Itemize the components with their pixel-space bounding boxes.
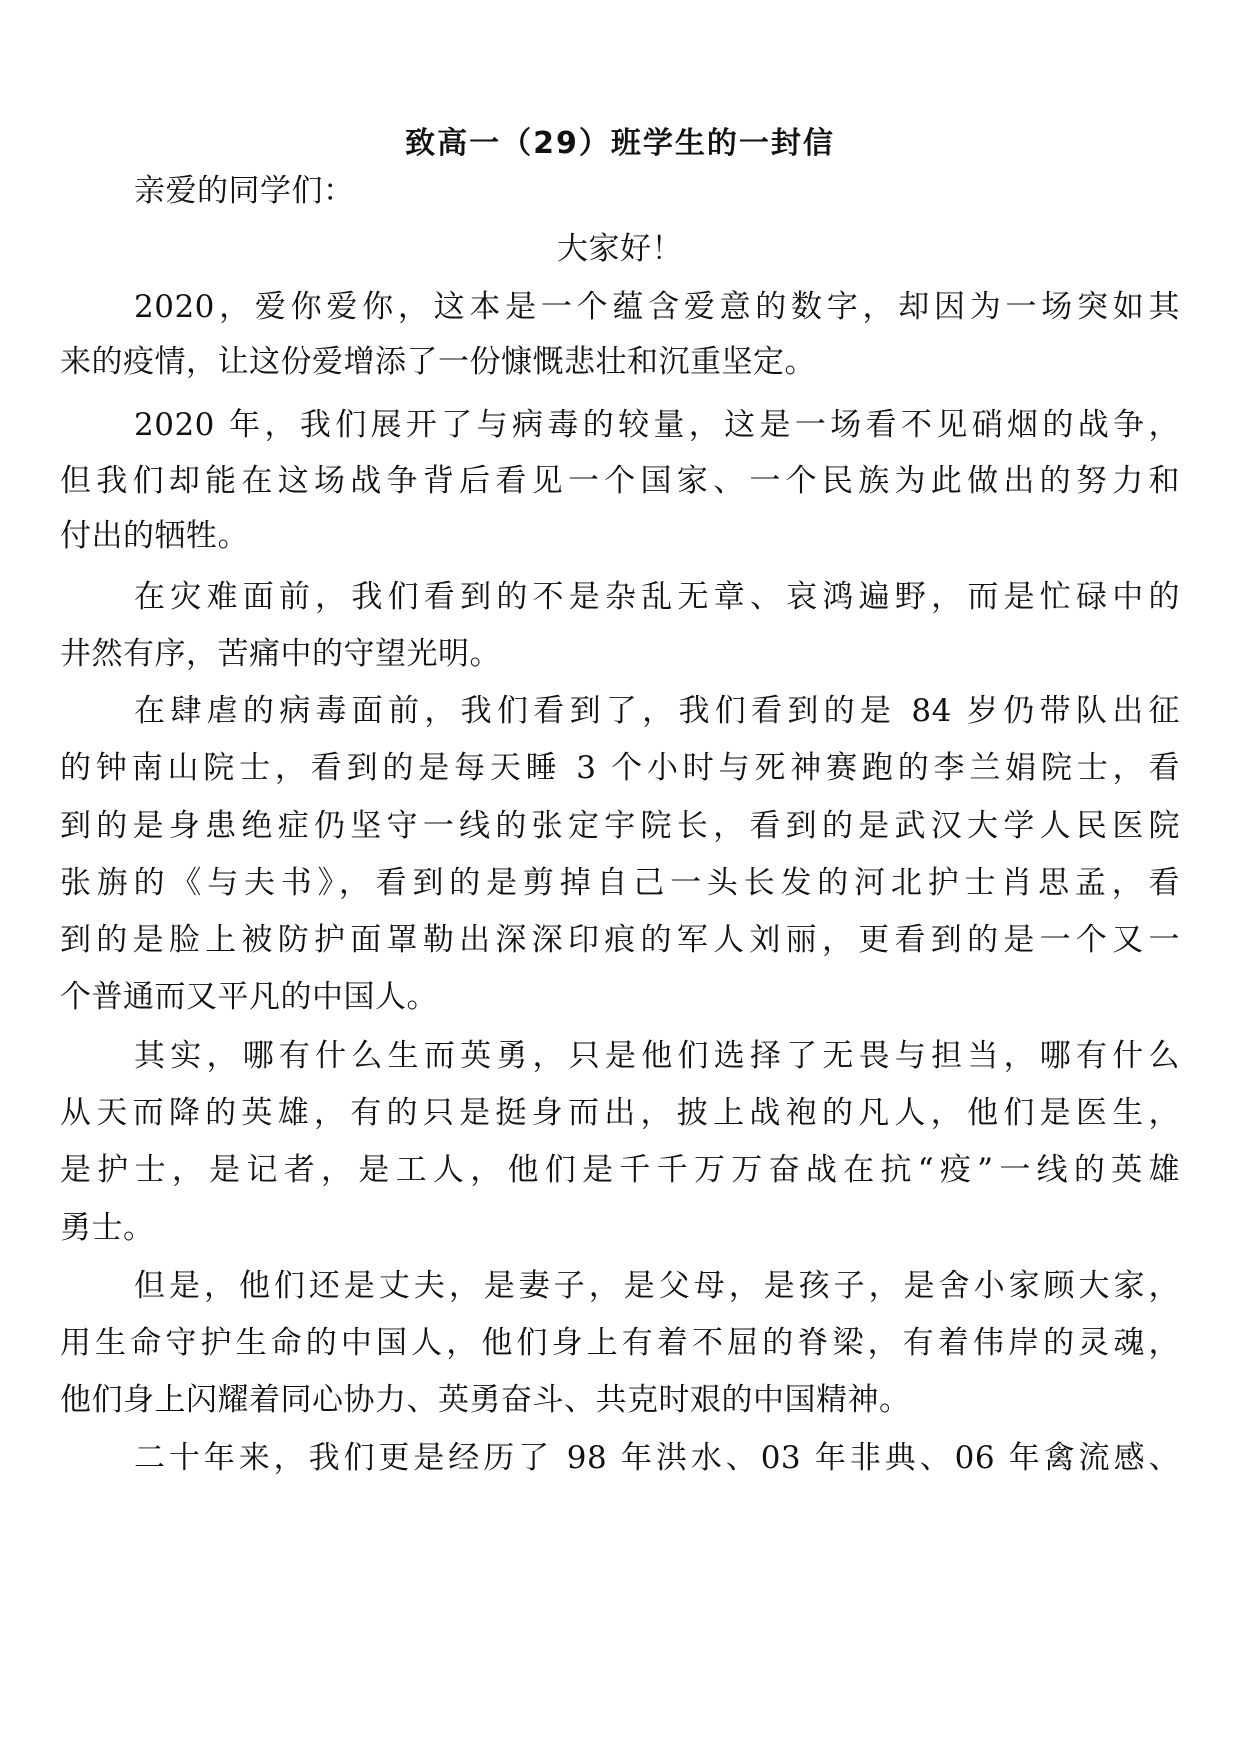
text-line: 他们身上闪耀着同心协力、英勇奋斗、共克时艰的中国精神。 — [60, 1382, 911, 1418]
text-line: 个普通而又平凡的中国人。 — [60, 979, 438, 1015]
text-line: 的钟南山院士，看到的是每天睡 3 个小时与死神赛跑的李兰娟院士，看 — [60, 750, 1180, 786]
salutation: 亲爱的同学们： — [134, 173, 355, 209]
text-line: 到的是身患绝症仍坚守一线的张定宇院长，看到的是武汉大学人民医院 — [60, 808, 1180, 844]
text-line: 张旃的《与夫书》，看到的是剪掉自己一头长发的河北护士肖思孟，看 — [60, 865, 1180, 901]
text-line: 用生命守护生命的中国人，他们身上有着不屈的脊梁，有着伟岸的灵魂， — [60, 1325, 1180, 1361]
text-line: 二十年来，我们更是经历了 98 年洪水、03 年非典、06 年禽流感、 — [134, 1440, 1180, 1476]
text-line: 但我们却能在这场战争背后看见一个国家、一个民族为此做出的努力和 — [60, 463, 1180, 499]
text-line: 来的疫情，让这份爱增添了一份慷慨悲壮和沉重坚定。 — [60, 344, 816, 380]
text-line: 但是，他们还是丈夫，是妻子，是父母，是孩子，是舍小家顾大家， — [134, 1268, 1180, 1304]
letter-title: 致高一（29）班学生的一封信 — [405, 126, 835, 161]
text-line: 勇士。 — [60, 1210, 155, 1246]
text-line: 2020 年，我们展开了与病毒的较量，这是一场看不见硝烟的战争， — [134, 407, 1180, 443]
text-line: 到的是脸上被防护面罩勒出深深印痕的军人刘丽，更看到的是一个又一 — [60, 922, 1180, 958]
text-line: 在肆虐的病毒面前，我们看到了，我们看到的是 84 岁仍带队出征 — [134, 693, 1180, 729]
text-line: 在灾难面前，我们看到的不是杂乱无章、哀鸿遍野，而是忙碌中的 — [134, 579, 1180, 615]
text-line: 从天而降的英雄，有的只是挺身而出，披上战袍的凡人，他们是医生， — [60, 1095, 1180, 1131]
text-line: 2020，爱你爱你，这本是一个蕴含爱意的数字，却因为一场突如其 — [134, 289, 1180, 325]
text-line: 是护士，是记者，是工人，他们是千千万万奋战在抗“疫”一线的英雄 — [60, 1152, 1180, 1188]
text-line: 井然有序，苦痛中的守望光明。 — [60, 636, 501, 672]
text-line: 其实，哪有什么生而英勇，只是他们选择了无畏与担当，哪有什么 — [134, 1038, 1180, 1074]
greeting: 大家好！ — [557, 231, 683, 267]
text-line: 付出的牺牲。 — [60, 518, 249, 554]
